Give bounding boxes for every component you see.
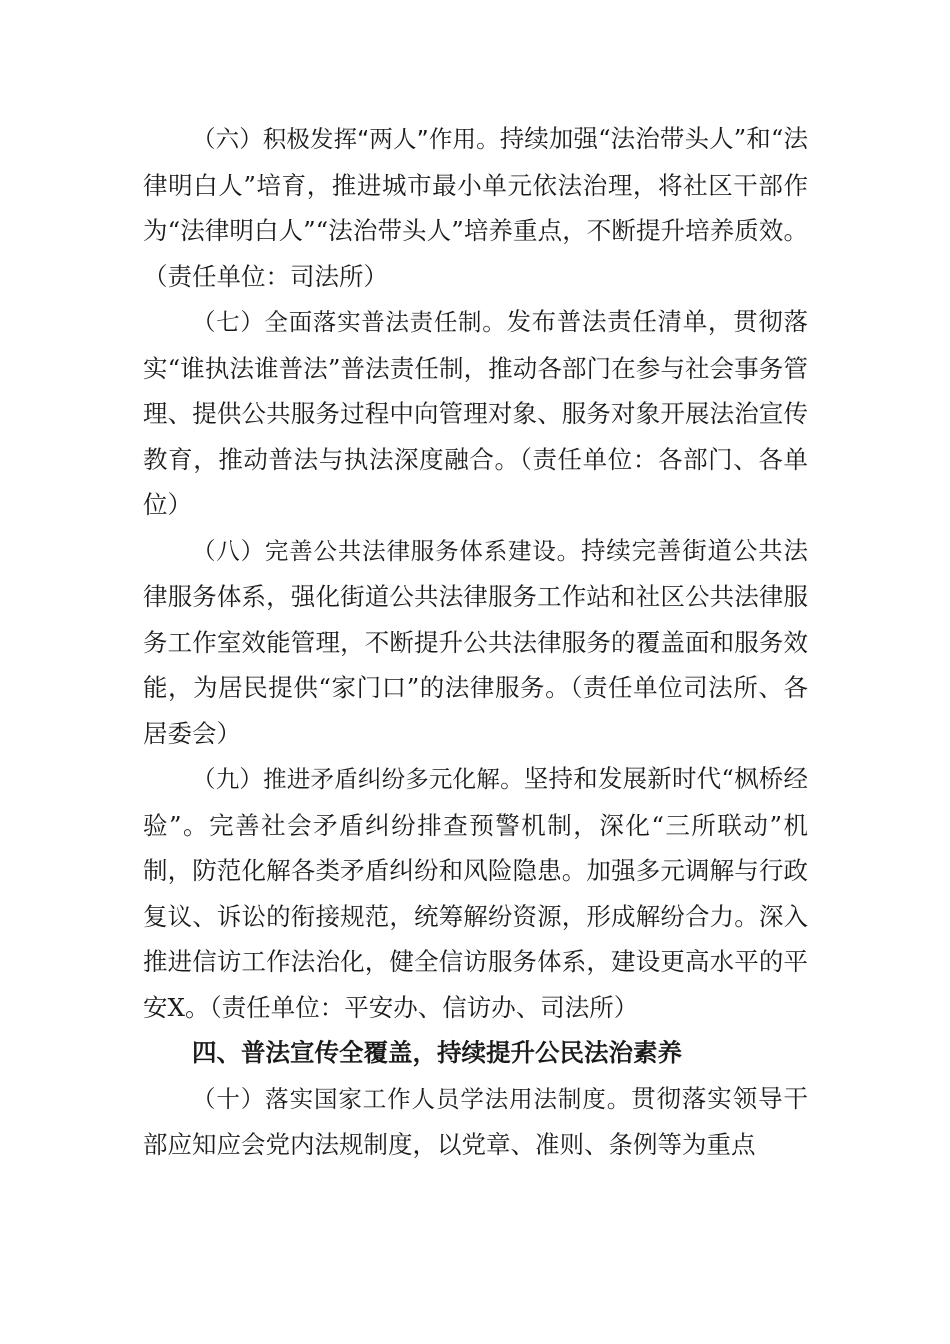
paragraph-seven-lead: （七）全面落实普法责任制。 xyxy=(192,308,507,336)
section-heading: 四、普法宣传全覆盖，持续提升公民法治素养 xyxy=(192,1038,682,1067)
paragraph-eight-lead: （八）完善公共法律服务体系建设。 xyxy=(192,536,581,565)
paragraph-six-lead: （六）积极发挥“两人”作用。 xyxy=(192,125,500,153)
paragraph-nine xyxy=(143,756,808,1030)
paragraph-eight xyxy=(143,528,808,757)
paragraph-seven-body: 发布普法责任清单，贯彻落实“谁执法谁普法”普法责任制，推动各部门在参与社会事务管理、提供公共服务过程中向管理对象、服务对象开展法治宣传教育，推动普法与执法深度融合。（责任单位：各部门、各单位） xyxy=(143,307,808,519)
paragraph-nine-lead: （九）推进矛盾纠纷多元化解。 xyxy=(192,765,524,793)
paragraph-seven xyxy=(143,299,808,528)
paragraph-eight-body: 持续完善街道公共法律服务体系，强化街道公共法律服务工作站和社区公共法律服务工作室效能管理，不断提升公共法律服务的覆盖面和服务效能，为居民提供“家门口”的法律服务。（责任单位司法所、各居委会） xyxy=(143,535,808,748)
paragraph-six xyxy=(143,116,808,299)
paragraph-ten-lead: （十）落实国家工作人员学法用法制度。 xyxy=(192,1084,632,1113)
paragraph-ten xyxy=(143,1076,808,1168)
paragraph-six-body: 持续加强“法治带头人”和“法律明白人”培育，推进城市最小单元依法治理，将社区干部作为“法律明白人”“法治带头人”培养重点，不断提升培养质效。（责任单位：司法所） xyxy=(143,124,808,291)
document-body xyxy=(143,116,808,1168)
paragraph-nine-body: 坚持和发展新时代“枫桥经验”。完善社会矛盾纠纷排查预警机制，深化“三所联动”机制，防范化解各类矛盾纠纷和风险隐患。加强多元调解与行政复议、诉讼的衔接规范，统筹解纷资源，形成解纷合力。深入推进信访工作法治化，健全信访服务体系，建设更高水平的平安X。（责任单位：平安办、信访办、司法所） xyxy=(143,764,809,1022)
paragraph-ten-body: 贯彻落实领导干部应知应会党内法规制度，以党章、准则、条例等为重点 xyxy=(143,1083,808,1159)
